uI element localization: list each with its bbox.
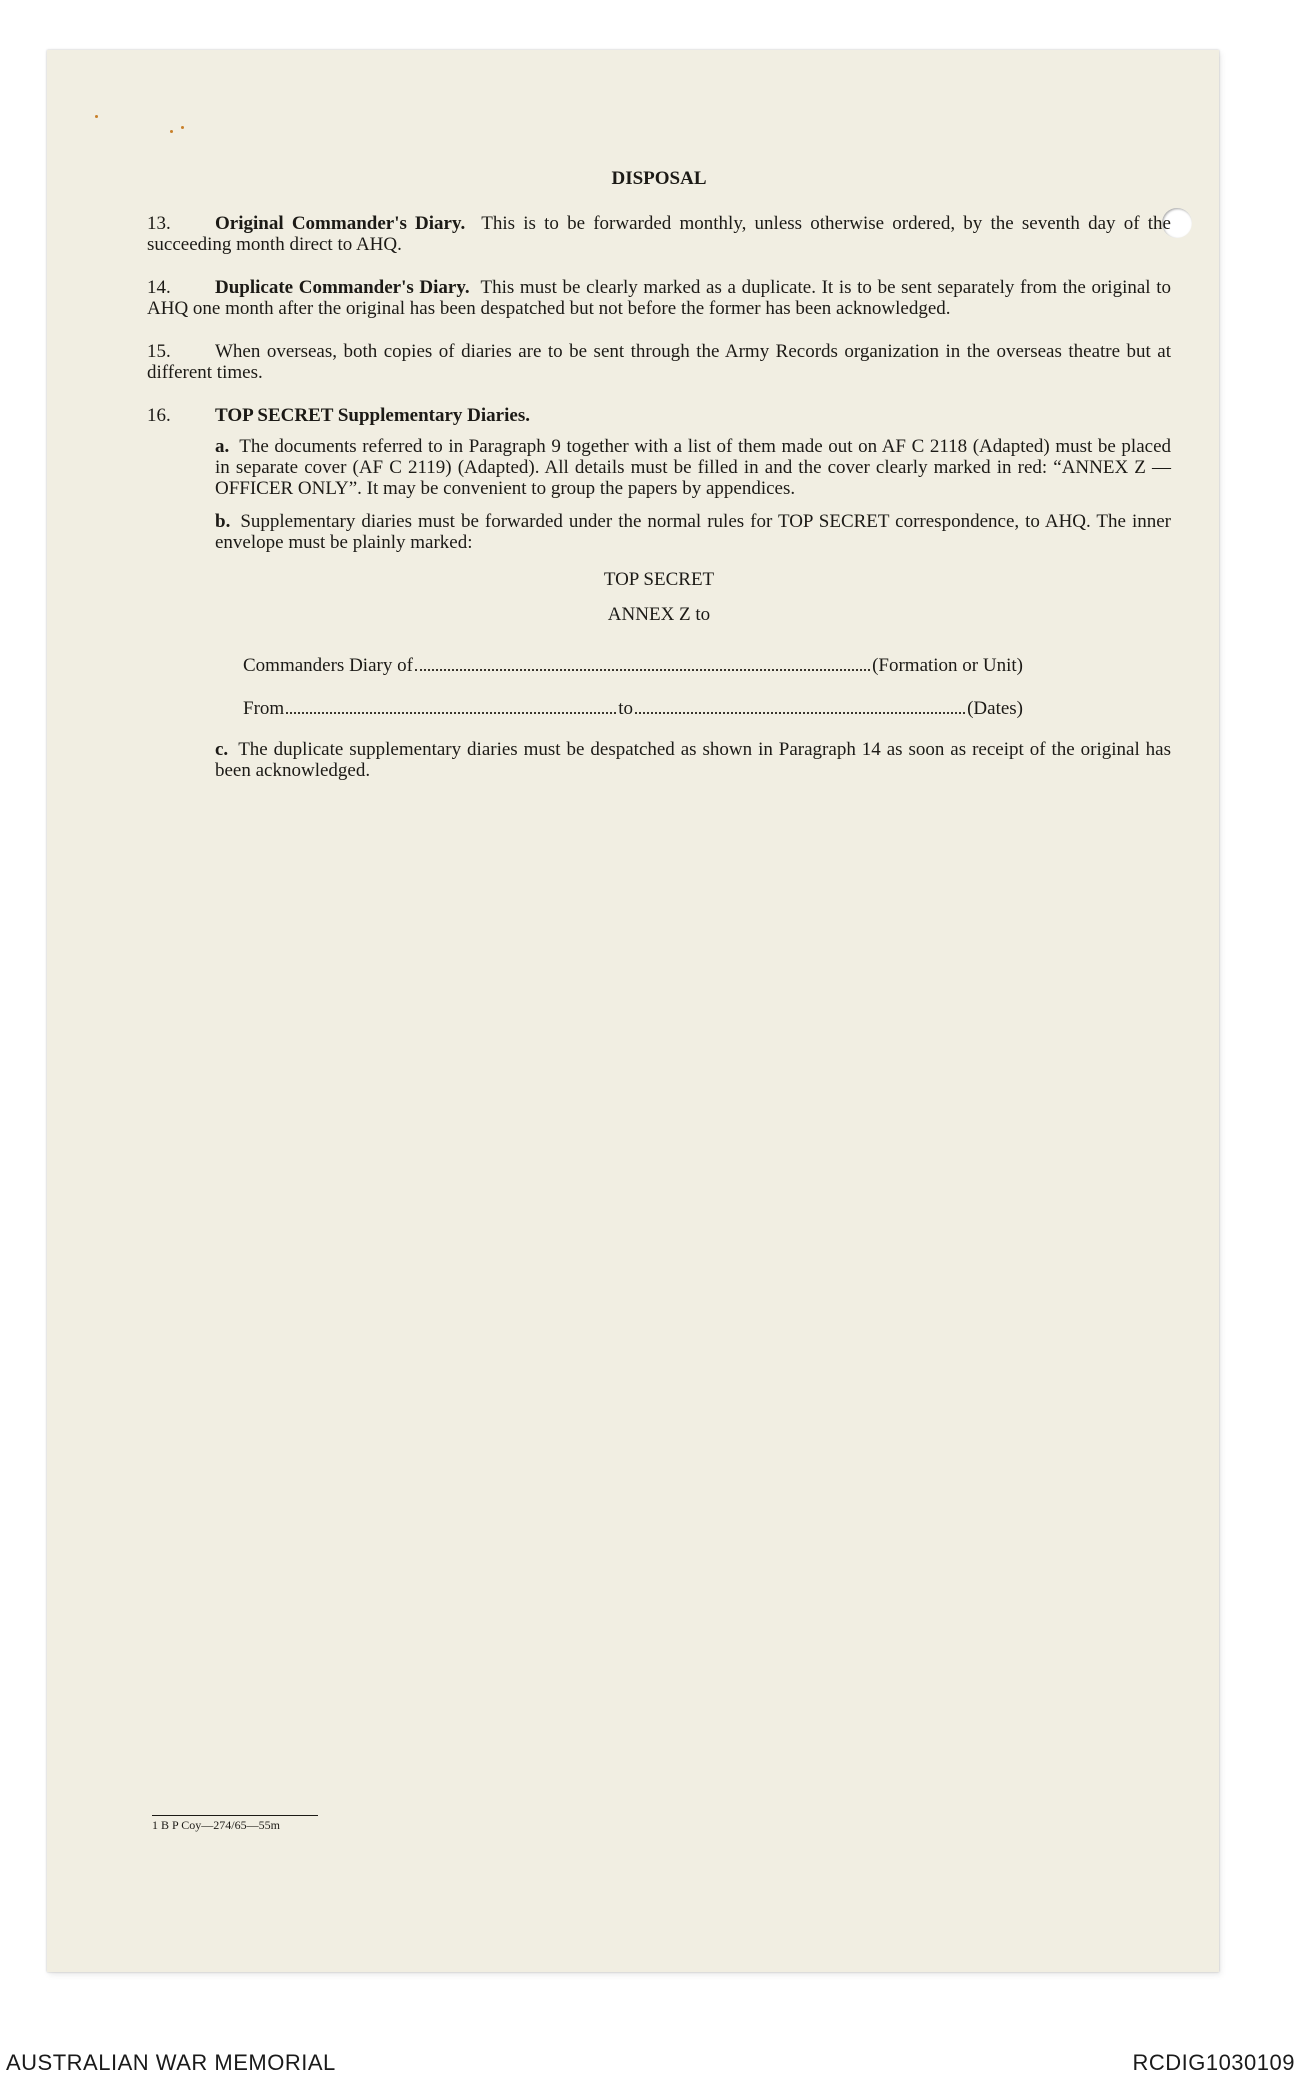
archive-id: RCDIG1030109 <box>1132 2050 1295 2075</box>
envelope-marking-annex: ANNEX Z to <box>607 604 711 625</box>
paragraph-number: 16. <box>147 405 171 426</box>
paragraph-14 <box>147 277 1171 319</box>
stain-mark <box>95 115 98 118</box>
document-page <box>47 50 1219 1972</box>
paragraph-number: 14. <box>147 277 171 298</box>
paragraph-number: 13. <box>147 213 171 234</box>
paragraph-heading: TOP SECRET Supplementary Diaries. <box>215 405 530 426</box>
subparagraph-letter: a. <box>215 436 230 457</box>
subparagraph-letter: c. <box>215 739 229 760</box>
section-title: DISPOSAL <box>611 168 707 189</box>
paragraph-text: When overseas, both copies of diaries are to be sent through the Army Records organization in the overseas theatre but at different times. <box>147 341 1171 383</box>
paragraph-number: 15. <box>147 341 171 362</box>
paragraph-15 <box>147 341 1171 383</box>
subparagraph-a <box>215 436 1171 499</box>
fill-in-blank <box>415 655 870 671</box>
to-label: to <box>618 698 634 719</box>
dates-suffix: (Dates) <box>967 698 1024 719</box>
fill-in-blank <box>635 698 965 714</box>
dates-line <box>243 698 1023 719</box>
subparagraph-text: Supplementary diaries must be forwarded under the normal rules for TOP SECRET correspondence, to AHQ. The inner envelope must be plainly marked: <box>215 511 1171 553</box>
subparagraph-text: The duplicate supplementary diaries must be despatched as shown in Paragraph 14 as soon as receipt of the original has been acknowledged. <box>215 739 1171 781</box>
archive-name: AUSTRALIAN WAR MEMORIAL <box>6 2050 336 2075</box>
paragraph-16 <box>147 405 1171 426</box>
paragraph-text: This is to be forwarded monthly, unless otherwise ordered, by the seventh day of the succeeding month direct to AHQ. <box>147 213 1171 255</box>
paragraph-heading: Original Commander's Diary. <box>215 213 466 234</box>
stain-mark <box>170 130 173 133</box>
subparagraph-c <box>215 739 1171 781</box>
paragraph-heading: Duplicate Commander's Diary. <box>215 277 470 298</box>
subparagraph-b <box>215 511 1171 553</box>
subparagraph-letter: b. <box>215 511 231 532</box>
subparagraph-text: The documents referred to in Paragraph 9 together with a list of them made out on AF C 2118 (Adapted) must be placed in separate cover (AF C 2119) (Adapted). All details must be filled in and the cover clearly marked in red: “ANNEX Z — OFFICER ONLY”. It may be convenient to group the papers by appendices. <box>215 436 1171 499</box>
fill-in-blank <box>286 698 616 714</box>
paragraph-13 <box>147 213 1171 255</box>
envelope-marking-top-secret: TOP SECRET <box>603 569 715 590</box>
from-label: From <box>243 698 285 719</box>
diary-of-line <box>243 655 1023 676</box>
document-body <box>147 168 1171 793</box>
print-code: 1 B P Coy—274/65—55m <box>152 1815 318 1833</box>
paragraph-text: This must be clearly marked as a duplicate. It is to be sent separately from the original to AHQ one month after the original has been despatched but not before the former has been acknowledged. <box>147 277 1171 319</box>
stain-mark <box>181 126 184 129</box>
diary-of-label: Commanders Diary of <box>243 655 413 676</box>
formation-suffix: (Formation or Unit) <box>872 655 1023 676</box>
